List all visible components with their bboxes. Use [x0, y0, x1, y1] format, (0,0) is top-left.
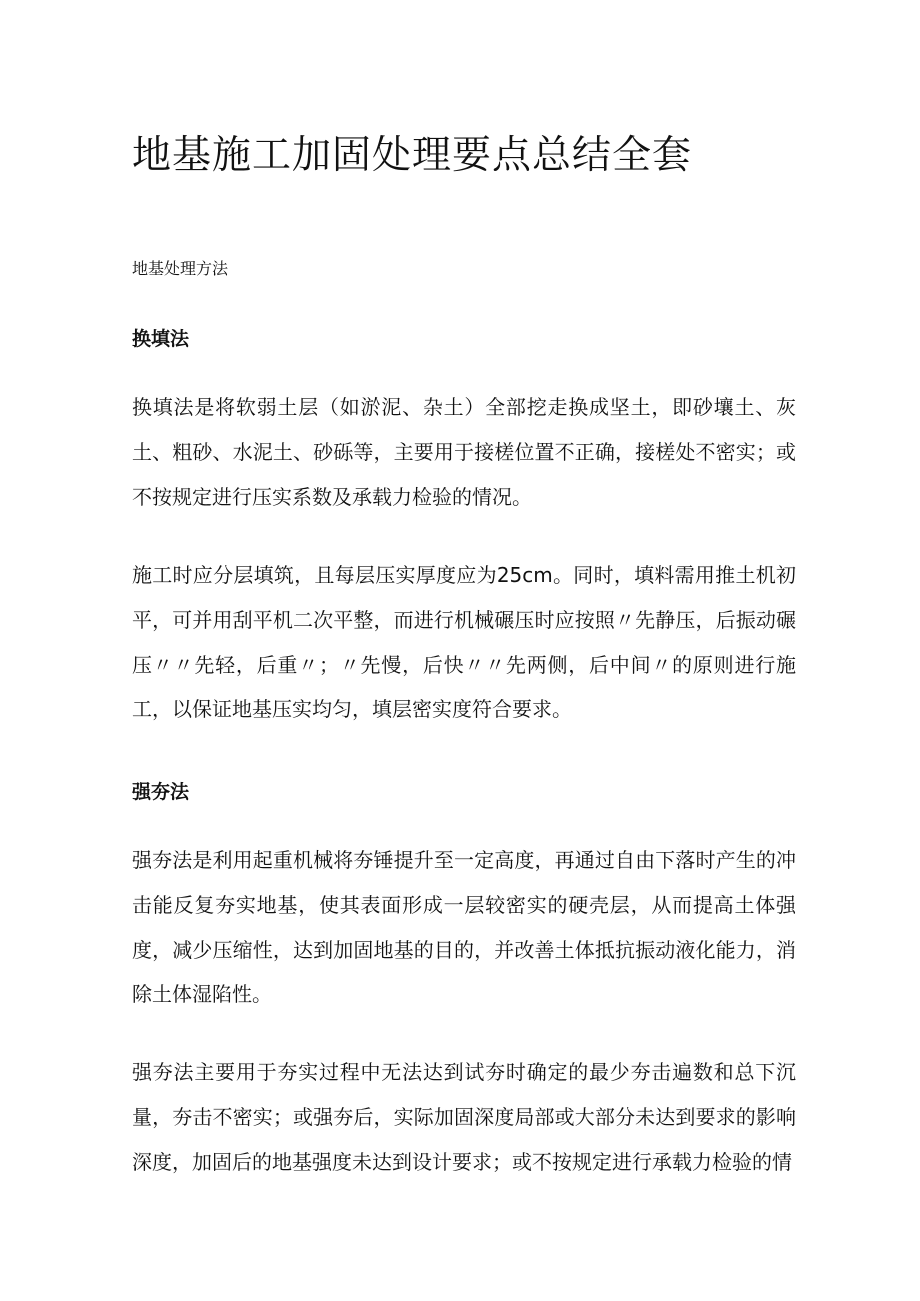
- section-heading-qianghang: 强夯法: [132, 781, 190, 803]
- paragraph-huantian-construction: 施工时应分层填筑，且每层压实厚度应为25cm。同时，填料需用推土机初平，可并用刮平机二次平整，而进行机械碾压时应按照〃先静压，后振动碾压〃〃先轻，后重〃；〃先慢，后快〃〃先两侧，后中间〃的原则进行施工，以保证地基压实均匀，填层密实度符合要求。: [132, 563, 796, 722]
- section-heading-huantian: 换填法: [132, 328, 190, 350]
- paragraph-huantian-definition: 换填法是将软弱土层（如淤泥、杂土）全部挖走换成坚土，即砂壤土、灰土、粗砂、水泥土、砂砾等，主要用于接槎位置不正确，接槎处不密实；或不按规定进行压实系数及承载力检验的情况。: [132, 395, 796, 509]
- paragraph-qianghang-application: 强夯法主要用于夯实过程中无法达到试夯时确定的最少夯击遍数和总下沉量，夯击不密实；或强夯后，实际加固深度局部或大部分未达到要求的影响深度，加固后的地基强度未达到设计要求；或不按规定进行承载力检验的情: [132, 1060, 796, 1174]
- document-title: 地基施工加固处理要点总结全套: [132, 133, 693, 178]
- paragraph-qianghang-definition: 强夯法是利用起重机械将夯锤提升至一定高度，再通过自由下落时产生的冲击能反复夯实地基，使其表面形成一层较密实的硬壳层，从而提高土体强度，减少压缩性，达到加固地基的目的，并改善土体抵抗振动液化能力，消除土体湿陷性。: [132, 848, 796, 1007]
- document-subtitle: 地基处理方法: [132, 259, 229, 278]
